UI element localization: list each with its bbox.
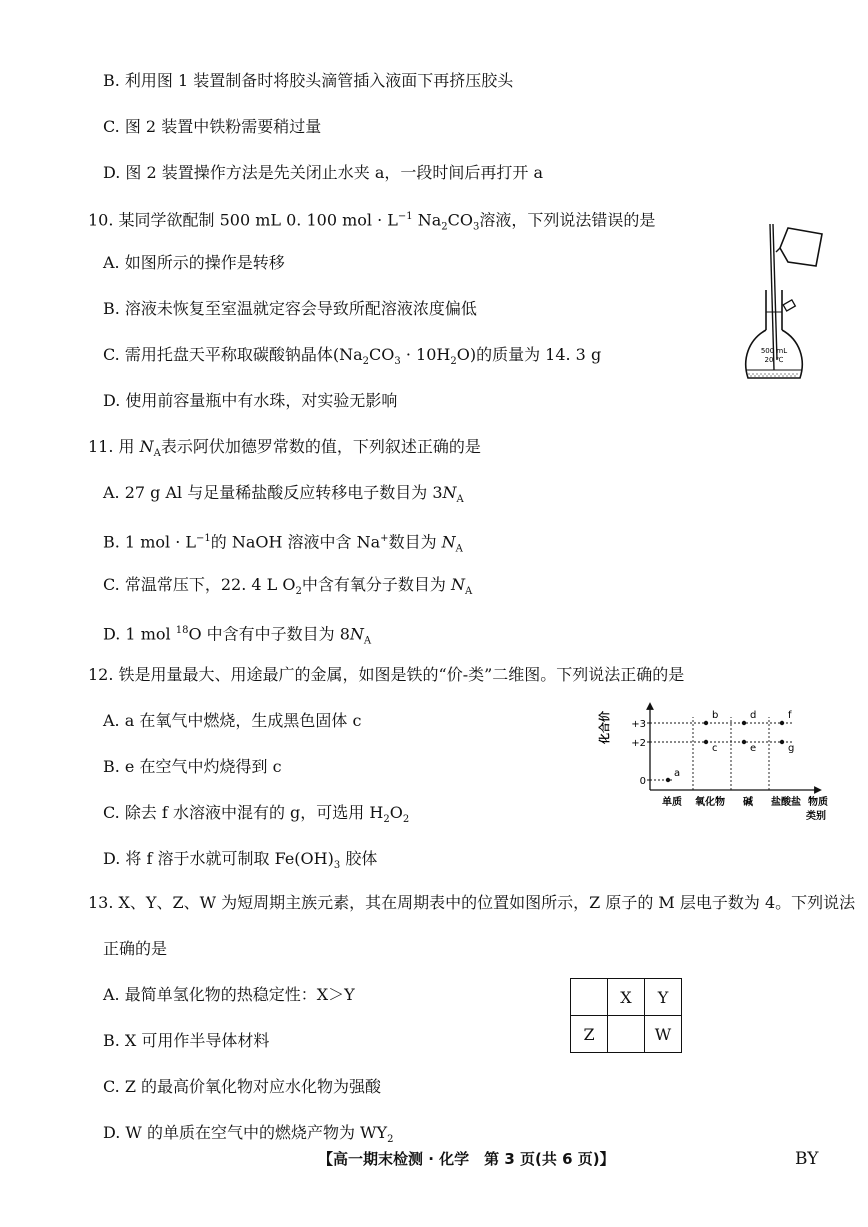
q11-a-sub: A (456, 494, 464, 506)
chart-point (742, 721, 746, 725)
periodic-table-fragment (570, 978, 682, 1053)
q13-option-c: C. Z 的最高价氧化物对应水化物为强酸 (103, 1077, 382, 1096)
q13-stem-line1: 13. X、Y、Z、W 为短周期主族元素，其在周期表中的位置如图所示，Z 原子的 M 层电子数为 4。下列说法 (88, 893, 856, 912)
q12-c-sub: 2 (402, 814, 410, 826)
q10-stem-sub: 2 (441, 221, 448, 233)
chart-point-label: b (712, 710, 719, 721)
q10-stem-sub: 3 (473, 221, 480, 233)
chart-point (704, 721, 708, 725)
volumetric-flask-figure (740, 220, 830, 395)
q11-d-text: O 中含有中子数目为 8 (188, 624, 350, 644)
q11-stem-tail: 表示阿伏加德罗常数的值，下列叙述正确的是 (160, 437, 481, 456)
q10-option-b: B. 溶液未恢复至室温就定容会导致所配溶液浓度偏低 (103, 299, 477, 318)
q11-d-text: D. 1 mol (103, 624, 176, 644)
chart-x-tick-label: 盐酸盐 (771, 797, 801, 808)
q10-c-text: O)的质量为 14. 3 g (456, 345, 602, 364)
q9-option-d: D. 图 2 装置操作方法是先关闭止水夹 a，一段时间后再打开 a (103, 163, 544, 182)
q10-c-text: CO (369, 345, 395, 364)
chart-ylabel: 化合价 (598, 711, 611, 744)
q11-option-d (103, 620, 371, 653)
ptable-cell: W (645, 1016, 682, 1053)
chart-point (780, 740, 784, 744)
q10-c-text: C. 需用托盘天平称取碳酸钠晶体(Na (103, 345, 363, 364)
chart-point-label: a (674, 768, 681, 779)
q12-c-text: C. 除去 f 水溶液中混有的 g，可选用 H (103, 803, 384, 822)
q12-option-d (103, 848, 377, 877)
chart-points (666, 710, 795, 782)
chart-point (704, 740, 708, 744)
q13-option-b: B. X 可用作半导体材料 (103, 1031, 270, 1050)
chart-point-label: c (712, 743, 718, 754)
q13-option-a: A. 最简单氢化物的热稳定性：X＞Y (103, 985, 355, 1004)
beaker-icon (776, 228, 822, 266)
q10-stem-sup: −1 (397, 211, 413, 222)
q10-c-text: · 10H (400, 345, 451, 364)
q11-d-sup: 18 (175, 625, 189, 636)
footer-code: BY (795, 1149, 819, 1169)
q12-option-a: A. a 在氧气中燃烧，生成黑色固体 c (103, 711, 362, 730)
q10-stem-co: CO (447, 210, 474, 230)
q10-stem-na: Na (412, 210, 442, 230)
q11-a-text: A. 27 g Al 与足量稀盐酸反应转移电子数目为 3 (103, 483, 443, 502)
q12-stem: 12. 铁是用量最大、用途最广的金属，如图是铁的“价-类”二维图。下列说法正确的是 (88, 665, 685, 684)
q10-option-c (103, 344, 601, 373)
ptable-cell (571, 979, 608, 1016)
ptable-cell: Z (571, 1016, 608, 1053)
ptable-cell: Y (645, 979, 682, 1016)
chart-guide-lines (650, 717, 794, 790)
q12-c-text: O (389, 803, 403, 822)
q10-stem-tail: 溶液，下列说法错误的是 (479, 210, 656, 230)
chart-point (666, 778, 670, 782)
q11-d-sub: A (363, 635, 372, 647)
ptable-cell (608, 1016, 645, 1053)
chart-point-label: g (788, 743, 795, 754)
q12-d-sub: 3 (333, 860, 341, 872)
q11-option-a (103, 482, 464, 511)
q11-b-text: 的 NaOH 溶液中含 Na (210, 532, 381, 552)
stopper-icon (783, 300, 795, 311)
q10-stem-text: 10. 某同学欲配制 500 mL 0. 100 mol · L (88, 210, 398, 230)
q12-option-c (103, 802, 409, 831)
flask-label-volume: 500 mL (760, 347, 788, 355)
q11-stem-text: 11. 用 (88, 437, 140, 456)
ptable-row (571, 979, 682, 1016)
chart-point (742, 740, 746, 744)
chart-y-ticks (631, 719, 650, 787)
q11-stem (88, 436, 481, 465)
chart-x-tick-label: 碱 (743, 797, 753, 808)
chart-y-tick-label: +2 (631, 738, 646, 749)
chart-xlabel-line1: 物质 (808, 797, 828, 808)
q12-c-sub: 2 (383, 814, 390, 826)
q13-d-text: D. W 的单质在空气中的燃烧产物为 WY (103, 1123, 388, 1142)
q11-c-text: 中含有氧分子数目为 (301, 575, 451, 594)
q10-c-sub: 2 (362, 356, 370, 368)
ptable-cell: X (608, 979, 645, 1016)
ptable-row (571, 1016, 682, 1053)
q10-c-sub: 3 (394, 356, 401, 368)
q11-b-na: N (441, 532, 456, 552)
valence-class-chart (598, 700, 830, 825)
q13-option-d (103, 1122, 393, 1151)
q9-option-c: C. 图 2 装置中铁粉需要稍过量 (103, 117, 322, 136)
q11-d-na: N (349, 624, 364, 644)
chart-point-label: f (788, 710, 792, 721)
q11-b-sup: −1 (196, 533, 211, 544)
q11-b-sup: + (380, 533, 389, 544)
q10-option-d: D. 使用前容量瓶中有水珠，对实验无影响 (103, 391, 398, 410)
q9-option-b: B. 利用图 1 装置制备时将胶头滴管插入液面下再挤压胶头 (103, 71, 514, 90)
chart-point-label: d (750, 710, 757, 721)
q11-option-c (103, 574, 472, 603)
chart-x-tick-label: 单质 (662, 797, 682, 808)
q10-option-a: A. 如图所示的操作是转移 (103, 253, 285, 272)
q11-c-sub: A (464, 586, 473, 598)
q13-stem-line2: 正确的是 (103, 939, 168, 958)
footer-page-info: 【高一期末检测 · 化学 第 3 页(共 6 页)】 (318, 1150, 615, 1168)
chart-point (780, 721, 784, 725)
q11-option-b (103, 528, 463, 561)
q11-c-na: N (450, 575, 465, 594)
q11-b-sub: A (455, 543, 463, 555)
q12-option-b: B. e 在空气中灼烧得到 c (103, 757, 282, 776)
chart-x-tick-label: 氧化物 (695, 797, 725, 808)
q11-stem-na: N (139, 437, 154, 456)
q11-c-text: C. 常温常压下，22. 4 L O (103, 575, 296, 594)
q11-c-sub: 2 (295, 586, 302, 598)
q11-a-na: N (442, 483, 457, 502)
chart-y-tick-label: 0 (639, 776, 646, 787)
flask-label-temp: 20 ℃ (764, 356, 784, 364)
chart-y-tick-label: +3 (631, 719, 646, 730)
chart-x-ticks (662, 795, 801, 808)
q11-b-text: B. 1 mol · L (103, 532, 196, 552)
q12-d-text: D. 将 f 溶于水就可制取 Fe(OH) (103, 849, 334, 868)
chart-point-label: e (750, 743, 757, 754)
q10-stem (88, 206, 655, 239)
q11-b-text: 数目为 (388, 532, 442, 552)
q12-d-text: 胶体 (340, 849, 378, 868)
q10-c-sub: 2 (450, 356, 457, 368)
q13-d-sub: 2 (387, 1134, 394, 1146)
q11-stem-sub: A (153, 448, 161, 460)
chart-xlabel-line2: 类别 (806, 811, 826, 822)
